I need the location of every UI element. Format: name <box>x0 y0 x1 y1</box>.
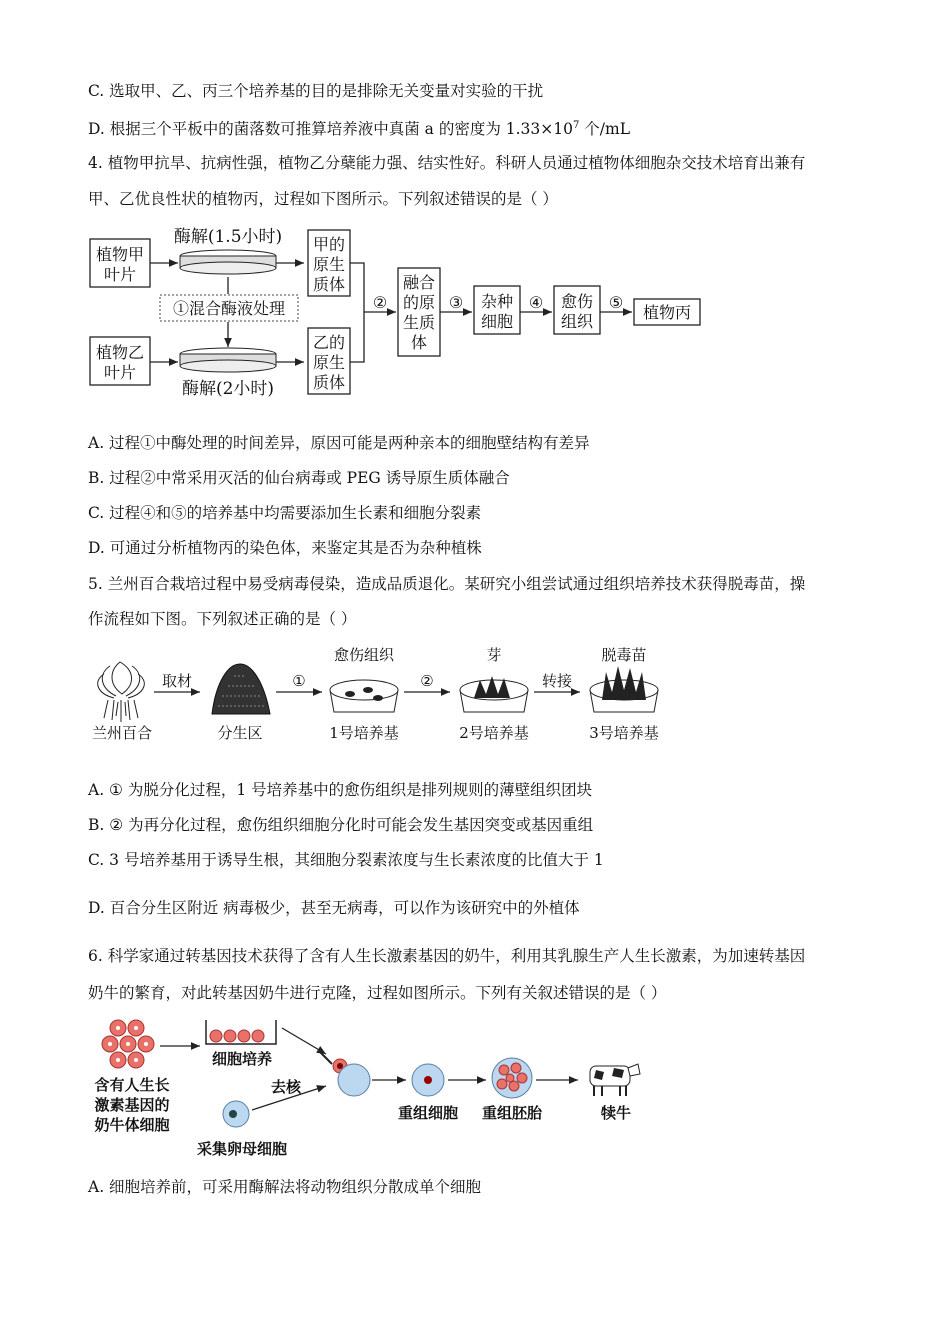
svg-text:组织: 组织 <box>560 312 594 331</box>
medium3-label: 3号培养基 <box>589 724 659 742</box>
q5-option-a: A. ① 为脱分化过程，1 号培养基中的愈伤组织是排列规则的薄壁组织团块 <box>88 781 593 799</box>
step4-label: ④ <box>528 293 544 312</box>
enzyme-a-label: 酶解(1.5小时) <box>173 227 283 247</box>
q5-step1-label: ① <box>292 672 306 690</box>
meristem-image <box>212 664 270 714</box>
callus-label: 愈伤组织 <box>333 646 395 664</box>
svg-text:含有人生长: 含有人生长 <box>94 1076 170 1094</box>
q3-option-d: D. 根据三个平板中的菌落数可推算培养液中真菌 a 的密度为 $1.33\times 10^7$ 个/mL <box>88 120 630 139</box>
culture-label: 细胞培养 <box>211 1050 273 1068</box>
svg-text:质体: 质体 <box>312 275 346 294</box>
svg-text:愈伤: 愈伤 <box>560 292 594 311</box>
q5-stem-line1: 5. 兰州百合栽培过程中易受病毒侵染，造成品质退化。某研究小组尝试通过组织培养技术获得脱毒苗，操 <box>88 575 806 593</box>
svg-text:质体: 质体 <box>312 373 346 392</box>
medium2-dish <box>460 676 528 712</box>
medium3-dish <box>590 666 658 712</box>
take-label: 取材 <box>161 672 193 690</box>
q4-stem-line1: 4. 植物甲抗旱、抗病性强，植物乙分蘖能力强、结实性好。科研人员通过植物体细胞杂交技术培育出兼有 <box>88 154 806 172</box>
svg-text:乙的: 乙的 <box>312 333 346 352</box>
step1-label: ①混合酶液处理 <box>172 299 286 318</box>
lily-bulb-image <box>98 662 145 722</box>
q4-option-c: C. 过程④和⑤的培养基中均需要添加生长素和细胞分裂素 <box>88 504 482 522</box>
step2-label: ② <box>372 293 388 312</box>
recombinant-embryo-label: 重组胚胎 <box>481 1104 543 1122</box>
calf-image <box>590 1064 640 1096</box>
q5-option-d: D. 百合分生区附近 病毒极少，甚至无病毒，可以作为该研究中的外植体 <box>88 899 580 917</box>
q4-option-b: B. 过程②中常采用灭活的仙台病毒或 PEG 诱导原生质体融合 <box>88 469 510 487</box>
q3-option-c: C. 选取甲、乙、丙三个培养基的目的是排除无关变量对实验的干扰 <box>88 82 544 100</box>
svg-text:细胞: 细胞 <box>480 312 514 331</box>
svg-text:融合: 融合 <box>402 273 436 292</box>
svg-text:甲的: 甲的 <box>312 235 346 254</box>
svg-text:杂种: 杂种 <box>480 292 514 311</box>
culture-dish-image <box>206 1020 276 1044</box>
transfer-label: 转接 <box>541 672 573 690</box>
q5-step2-label: ② <box>420 672 434 690</box>
leaf-b-label-1: 植物乙 <box>95 343 145 362</box>
q4-option-d: D. 可通过分析植物丙的染色体，来鉴定其是否为杂种植株 <box>88 539 482 557</box>
medium1-label: 1号培养基 <box>329 724 399 742</box>
enucleated-oocyte-image <box>338 1064 370 1096</box>
recombinant-embryo-image <box>492 1058 532 1098</box>
q6-stem-line1: 6. 科学家通过转基因技术获得了含有人生长激素基因的奶牛，利用其乳腺生产人生长激素，为加速转基因 <box>88 947 806 965</box>
q6-stem-line2: 奶牛的繁育，对此转基因奶牛进行克隆，过程如图所示。下列有关叙述错误的是（ ） <box>88 984 667 1002</box>
q5-option-c: C. 3 号培养基用于诱导生根，其细胞分裂素浓度与生长素浓度的比值大于 1 <box>88 851 604 869</box>
svg-text:原生: 原生 <box>312 255 346 274</box>
q5-figure-tissue-culture <box>88 642 668 746</box>
enzyme-b-label: 酶解(2小时) <box>181 379 275 399</box>
medium1-dish <box>330 680 398 712</box>
oocyte-label: 采集卵母细胞 <box>196 1140 288 1158</box>
lily-label: 兰州百合 <box>91 724 153 742</box>
q5-option-b: B. ② 为再分化过程，愈伤组织细胞分化时可能会发生基因突变或基因重组 <box>88 816 594 834</box>
q5-stem-line2: 作流程如下图。下列叙述正确的是（ ） <box>88 610 357 628</box>
svg-text:激素基因的: 激素基因的 <box>94 1096 170 1114</box>
recombinant-cell-label: 重组细胞 <box>397 1104 459 1122</box>
svg-text:体: 体 <box>410 333 428 352</box>
leaf-a-label-2: 叶片 <box>103 265 137 284</box>
step5-label: ⑤ <box>608 293 624 312</box>
enucleate-label: 去核 <box>270 1078 302 1096</box>
q6-option-a: A. 细胞培养前，可采用酶解法将动物组织分散成单个细胞 <box>88 1178 482 1196</box>
q4-stem-line2: 甲、乙优良性状的植物丙，过程如下图所示。下列叙述错误的是（ ） <box>88 190 558 208</box>
plant-c-label: 植物丙 <box>642 303 692 322</box>
svg-text:奶牛体细胞: 奶牛体细胞 <box>94 1116 170 1134</box>
calf-label: 犊牛 <box>600 1104 632 1122</box>
petri-dish-b <box>180 348 276 372</box>
q6-figure-cloning <box>88 1014 648 1160</box>
bud-label: 芽 <box>486 646 502 664</box>
svg-text:生质: 生质 <box>402 313 436 332</box>
q4-option-a: A. 过程①中酶处理的时间差异，原因可能是两种亲本的细胞壁结构有差异 <box>88 434 590 452</box>
svg-text:原生: 原生 <box>312 353 346 372</box>
leaf-b-label-2: 叶片 <box>103 363 137 382</box>
seedling-label: 脱毒苗 <box>601 646 647 664</box>
svg-text:的原: 的原 <box>402 293 436 312</box>
medium2-label: 2号培养基 <box>459 724 529 742</box>
leaf-a-label-1: 植物甲 <box>95 245 145 264</box>
meristem-label: 分生区 <box>217 724 263 742</box>
petri-dish-a <box>180 250 276 274</box>
q4-figure-protoplast-fusion <box>88 222 708 402</box>
step3-label: ③ <box>448 293 464 312</box>
